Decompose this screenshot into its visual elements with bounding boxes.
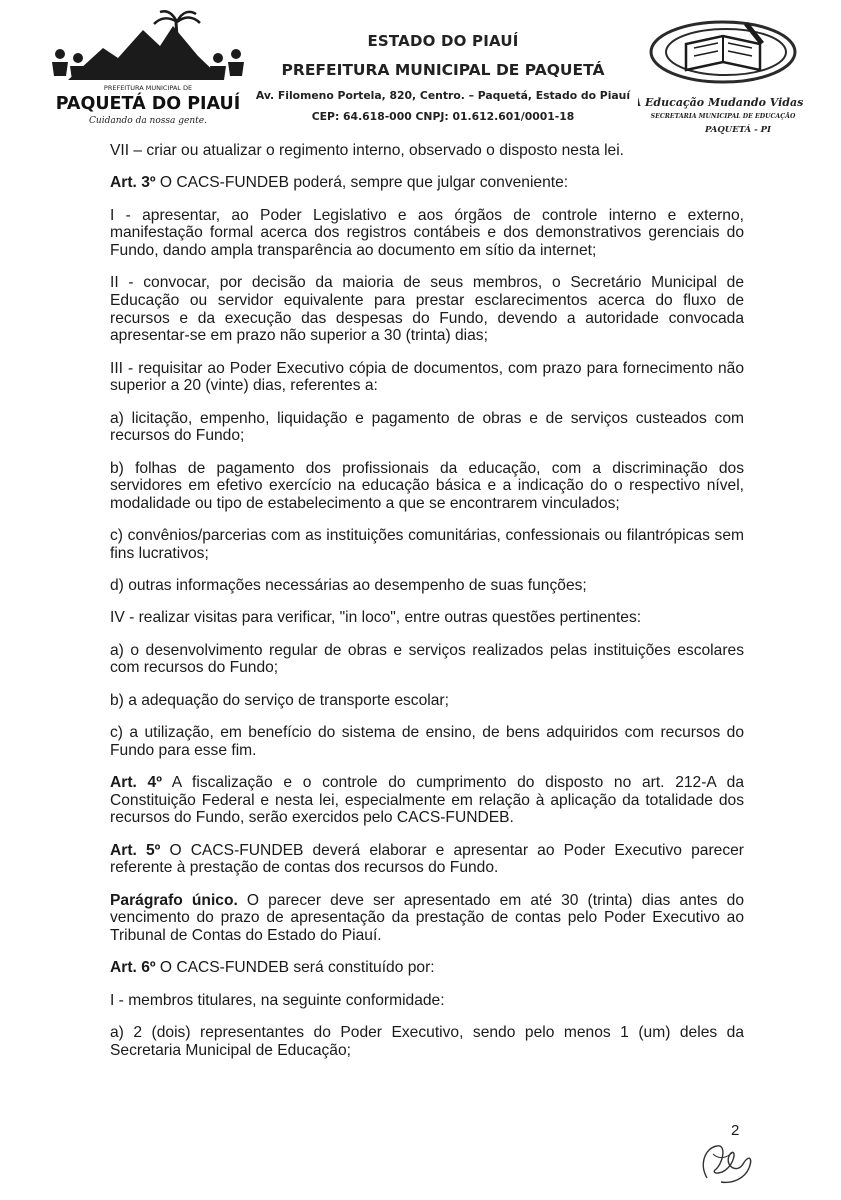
paragraph [110,892,744,945]
article-lead: Art. 5º [110,841,161,859]
paragraph [110,692,744,710]
logo-city: PAQUETÁ - PI [705,125,771,135]
prefecture-logo [48,8,248,126]
article-lead: Parágrafo único. [110,891,238,909]
logo-small-text: PREFEITURA MUNICIPAL DE [103,84,193,92]
logo-slogan: Cuidando da nossa gente. [89,116,207,126]
paragraph [110,992,744,1010]
paragraph [110,577,744,595]
paragraph-text: I - apresentar, ao Poder Legislativo e aos órgãos de controle interno e externo, manifestação formal acerca dos registros contábeis e dos demonstrativos gerenciais do Fundo, dando ampla transparência ao documento em sítio da internet; [110,206,744,259]
paragraph-text: IV - realizar visitas para verificar, "in loco", entre outras questões pertinentes: [110,609,642,627]
paragraph [110,410,744,445]
paragraph [110,527,744,562]
paragraph [110,274,744,344]
logo-secretariat: SECRETARIA MUNICIPAL DE EDUCAÇÃO [650,113,796,120]
document-body [110,142,744,1074]
paragraph [110,842,744,877]
page-number: 2 [731,1122,740,1139]
paragraph-text: III - requisitar ao Poder Executivo cópia de documentos, com prazo para fornecimento não superior a 20 (vinte) dias, referentes a: [110,359,744,395]
paragraph [110,642,744,677]
paragraph-text: I - membros titulares, na seguinte conformidade: [110,991,445,1009]
paragraph [110,460,744,513]
paragraph-text: O CACS-FUNDEB deverá elaborar e apresentar ao Poder Executivo parecer referente à prestação de contas dos recursos do Fundo. [110,841,744,877]
article-lead: Art. 3º [110,174,156,192]
paragraph-text: A fiscalização e o controle do cumprimento do disposto no art. 212-A da Constituição Federal e nesta lei, especialmente em relação à aplicação da totalidade dos recursos do Fundo, serão exercidos pelo CACS-FUNDEB. [110,774,745,827]
education-secretariat-logo [638,14,808,142]
paragraph-text: O CACS-FUNDEB será constituído por: [155,959,435,977]
paragraph-text: c) a utilização, em benefício do sistema de ensino, de bens adquiridos com recursos do Fundo para esse fim. [110,724,744,759]
paragraph-text: VII – criar ou atualizar o regimento interno, observado o disposto nesta lei. [110,142,625,159]
article-lead: Art. 6º [110,959,156,977]
paragraph [110,609,744,627]
paragraph-text: a) licitação, empenho, liquidação e pagamento de obras e de serviços custeados com recursos do Fundo; [110,409,744,445]
paragraph-text: II - convocar, por decisão da maioria de seus membros, o Secretário Municipal de Educação ou servidor equivalente para prestar esclarecimentos acerca do fluxo de recursos e da execução das despesas do Fundo, devendo a autoridade convocada apresentar-se em prazo não superior a 30 (trinta) dias; [110,274,744,345]
cep-cnpj-line: CEP: 64.618-000 CNPJ: 01.612.601/0001-18 [311,110,575,123]
prefecture-title: PREFEITURA MUNICIPAL DE PAQUETÁ [281,61,605,79]
paragraph-text: a) o desenvolvimento regular de obras e serviços realizados pelas instituições escolares com recursos do Fundo; [110,641,744,677]
logo-main-text: PAQUETÁ DO PIAUÍ [55,94,241,114]
paragraph-text: O CACS-FUNDEB poderá, sempre que julgar conveniente: [155,174,569,192]
paragraph [110,774,744,827]
paragraph [110,142,744,160]
signature-initials [693,1134,763,1192]
paragraph-text: c) convênios/parcerias com as instituições comunitárias, confessionais ou filantrópicas sem fins lucrativos; [110,527,744,562]
paragraph [110,1024,744,1059]
paragraph [110,207,744,260]
paragraph [110,360,744,395]
address-line: Av. Filomeno Portela, 820, Centro. – Paquetá, Estado do Piauí [255,89,631,102]
paragraph-text: b) a adequação do serviço de transporte escolar; [110,691,449,709]
paragraph [110,959,744,977]
paragraph-text: O parecer deve ser apresentado em até 30 (trinta) dias antes do vencimento do prazo de apresentação da prestação de contas pelo Poder Executivo ao Tribunal de Contas do Estado do Piauí. [110,891,744,944]
paragraph-text: d) outras informações necessárias ao desempenho de suas funções; [110,577,587,595]
paragraph-text: a) 2 (dois) representantes do Poder Executivo, sendo pelo menos 1 (um) deles da Secretaria Municipal de Educação; [110,1024,744,1059]
state-title: ESTADO DO PIAUÍ [367,32,519,50]
paragraph-text: b) folhas de pagamento dos profissionais da educação, com a discriminação dos servidores em efetivo exercício na educação básica e a indicação do o respectivo nível, modalidade ou tipo de estabelecimento a que se encontrarem vinculados; [110,459,744,512]
article-lead: Art. 4º [110,774,162,792]
paragraph [110,724,744,759]
logo-motto: A Educação Mudando Vidas [638,96,804,109]
paragraph [110,174,744,192]
letterhead [248,32,638,123]
